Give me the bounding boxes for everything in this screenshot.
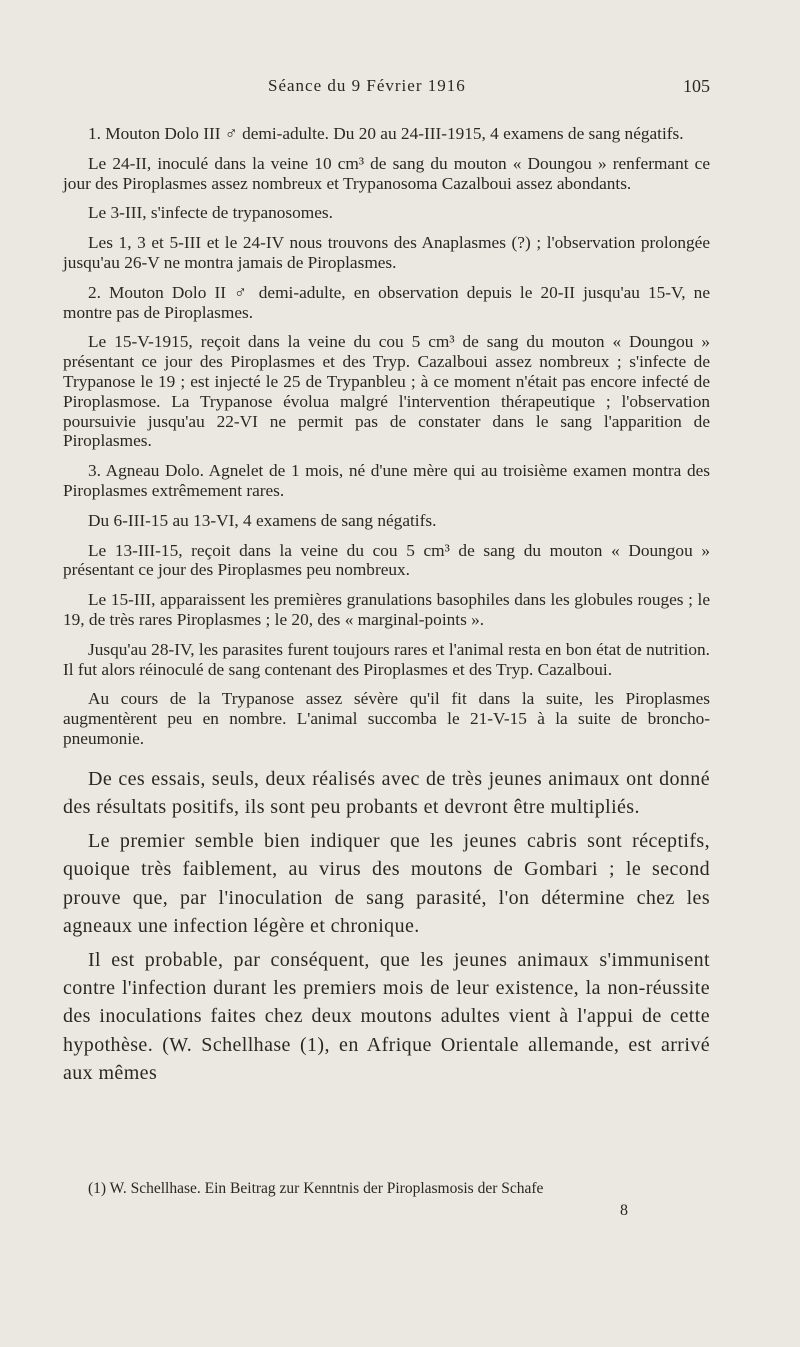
page-number: 105 <box>683 76 710 96</box>
paragraph: Le 3-III, s'infecte de trypanosomes. <box>88 203 333 223</box>
observations-section <box>63 124 710 749</box>
paragraph: 1. Mouton Dolo III ♂ demi-adulte. Du 20 au 24-III-1915, 4 examens de sang négatifs. <box>88 124 684 143</box>
paragraph: Le 24-II, inoculé dans la veine 10 cm³ de sang du mouton « Doungou » renfermant ce jour des Piroplasmes assez nombreux et Trypanosoma Cazalboui assez abondants. <box>63 153 710 193</box>
paragraph: Du 6-III-15 au 13-VI, 4 examens de sang négatifs. <box>88 510 437 530</box>
paragraph: 3. Agneau Dolo. Agnelet de 1 mois, né d'une mère qui au troisième examen montra des Piroplasmes extrêmement rares. <box>63 461 710 500</box>
paragraph: Le 13-III-15, reçoit dans la veine du cou 5 cm³ de sang du mouton « Doungou » présentant ce jour des Piroplasmes peu nombreux. <box>63 540 710 580</box>
paragraph: Le 15-V-1915, reçoit dans la veine du cou 5 cm³ de sang du mouton « Doungou » présentant ce jour des Piroplasmes et des Tryp. Cazalboui assez nombreux ; s'infecte de Trypanose le 19 ; est injecté le 25 de Trypanbleu ; à ce moment n'était pas encore infecté de Piroplasmose. La Trypanose évolua malgré l'intervention thérapeutique ; l'observation poursuivie jusqu'au 22-VI ne permit pas de constater dans le sang l'apparition de Piroplasmes. <box>63 332 710 451</box>
paragraph: De ces essais, seuls, deux réalisés avec de très jeunes animaux ont donné des résultats positifs, ils sont peu probants et devront être multipliés. <box>63 767 710 818</box>
paragraph: Les 1, 3 et 5-III et le 24-IV nous trouvons des Anaplasmes (?) ; l'observation prolongée jusqu'au 26-V ne montra jamais de Piroplasmes. <box>63 233 710 272</box>
running-header <box>63 76 710 104</box>
body-text <box>63 124 710 1093</box>
paragraph: 2. Mouton Dolo II ♂ demi-adulte, en observation depuis le 20-II jusqu'au 15-V, ne montre pas de Piroplasmes. <box>63 282 710 322</box>
paragraph: Le premier semble bien indiquer que les jeunes cabris sont réceptifs, quoique très faiblement, au virus des moutons de Gombari ; le second prouve que, par l'inoculation de sang parasité, l'on détermine chez les agneaux une infection légère et chronique. <box>63 830 710 937</box>
signature-mark: 8 <box>620 1202 628 1219</box>
paragraph: Jusqu'au 28-IV, les parasites furent toujours rares et l'animal resta en bon état de nutrition. Il fut alors réinoculé de sang contenant des Piroplasmes et des Tryp. Cazalboui. <box>63 639 710 679</box>
header-title: Séance du 9 Février 1916 <box>268 76 466 95</box>
paragraph: Au cours de la Trypanose assez sévère qu'il fit dans la suite, les Piroplasmes augmentèrent peu en nombre. L'animal succomba le 21-V-15 à la suite de broncho-pneumonie. <box>63 689 710 748</box>
footnote: (1) W. Schellhase. Ein Beitrag zur Kenntnis der Piroplasmosis der Schafe <box>88 1180 544 1197</box>
discussion-section <box>63 765 710 1087</box>
paragraph: Il est probable, par conséquent, que les jeunes animaux s'immunisent contre l'infection durant les premiers mois de leur existence, la non-réussite des inoculations faites chez deux moutons adultes vient à l'appui de cette hypothèse. (W. Schellhase (1), en Afrique Orientale allemande, est arrivé aux mêmes <box>63 948 710 1084</box>
paragraph: Le 15-III, apparaissent les premières granulations basophiles dans les globules rouges ; le 19, de très rares Piroplasmes ; le 20, des « marginal-points ». <box>63 590 710 629</box>
